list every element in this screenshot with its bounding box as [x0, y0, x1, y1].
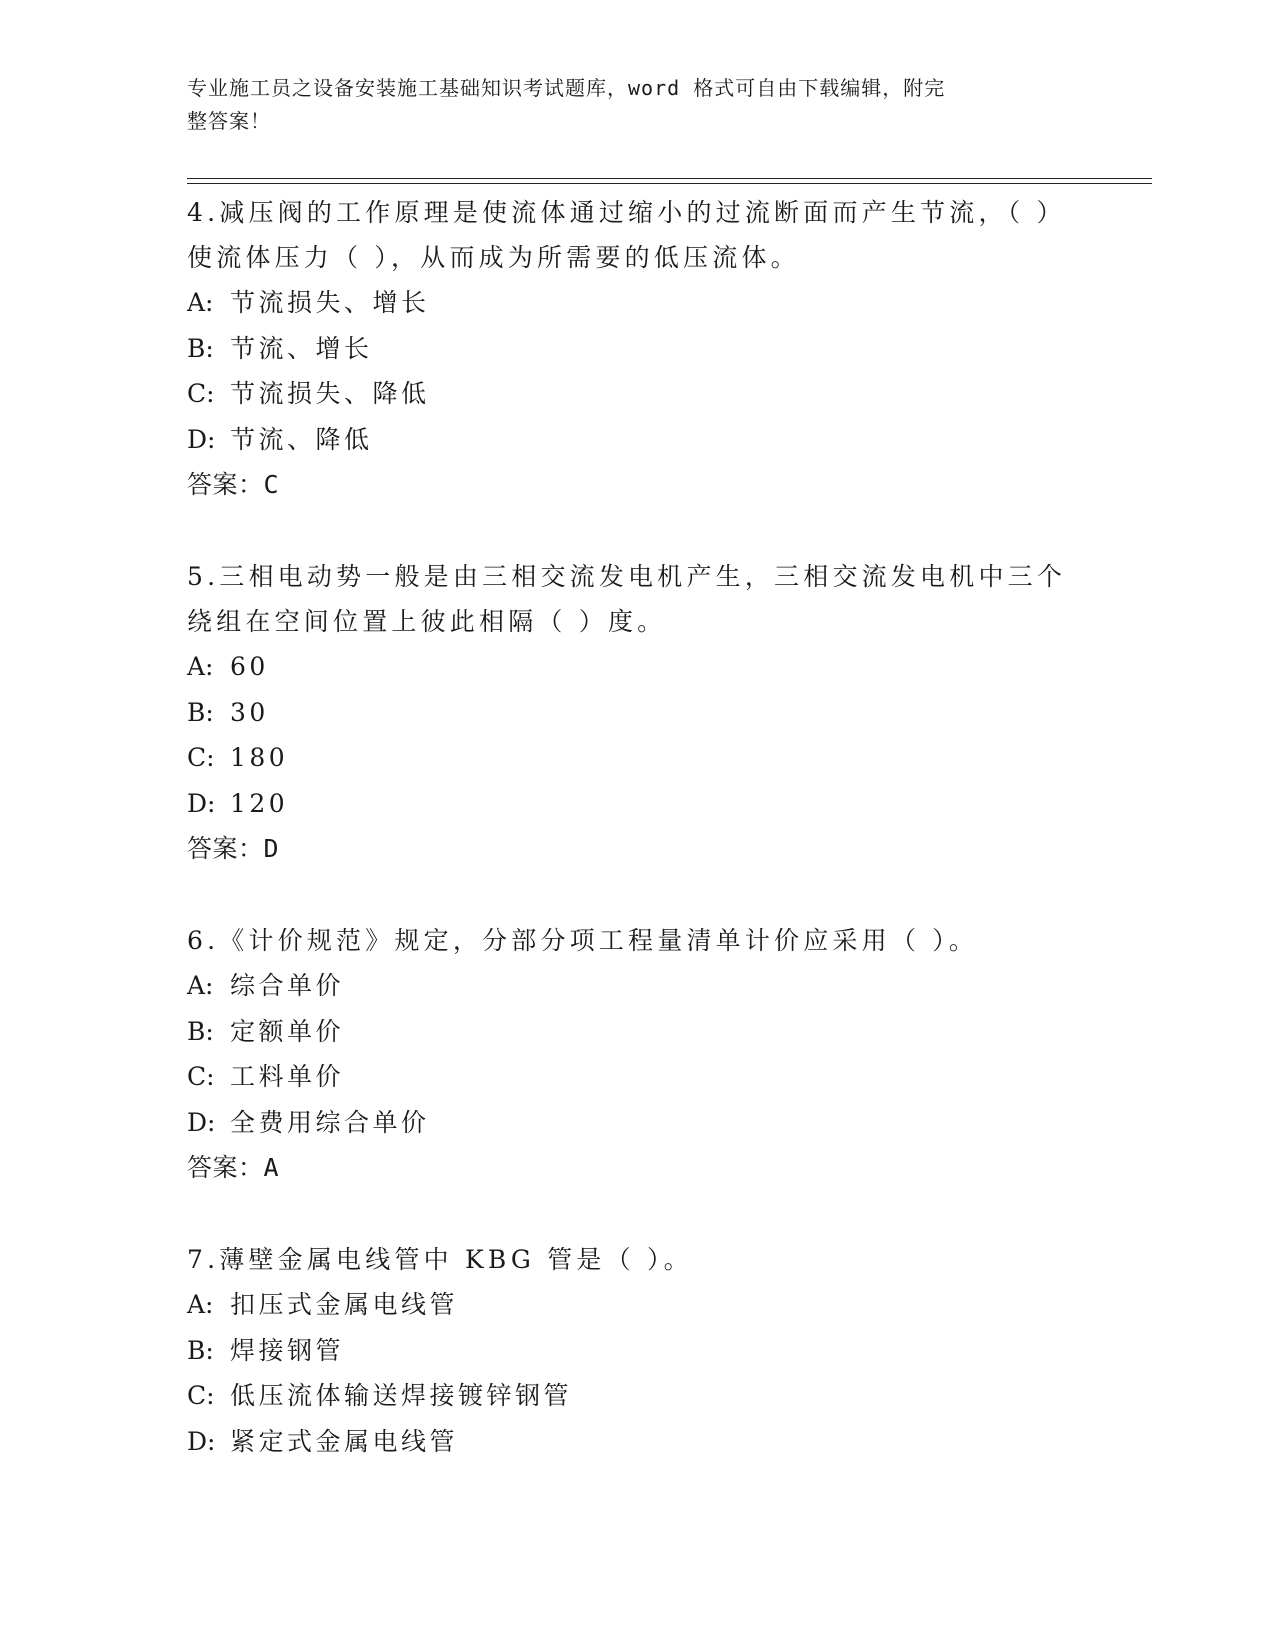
question-7 — [187, 1237, 1087, 1464]
header-line-1: 专业施工员之设备安装施工基础知识考试题库，word 格式可自由下载编辑，附完 — [187, 76, 946, 100]
option-c — [187, 735, 1087, 781]
option-d — [187, 781, 1087, 827]
option-text: 120 — [230, 788, 289, 818]
question-text-line: 使流体压力（ ），从而成为所需要的低压流体。 — [187, 243, 800, 272]
option-c — [187, 371, 1087, 417]
option-text: 节流损失、降低 — [230, 379, 430, 408]
option-text: 60 — [230, 652, 269, 681]
header-line-2: 整答案！ — [187, 109, 271, 133]
option-text: 焊接钢管 — [230, 1335, 345, 1365]
option-letter: C: — [187, 379, 215, 408]
option-d — [187, 1419, 1087, 1465]
option-text: 定额单价 — [230, 1016, 345, 1046]
option-text: 全费用综合单价 — [230, 1107, 430, 1137]
option-letter: B: — [187, 1016, 214, 1046]
option-a — [187, 280, 1087, 326]
option-letter: D: — [187, 424, 216, 454]
option-b — [187, 1009, 1087, 1055]
option-a — [187, 963, 1087, 1009]
option-text: 工料单价 — [230, 1062, 345, 1091]
answer-line: 答案：D — [187, 834, 280, 863]
question-list — [187, 190, 1087, 1510]
option-text: 180 — [230, 743, 289, 772]
option-b — [187, 326, 1087, 372]
option-letter: C: — [187, 743, 215, 772]
option-b — [187, 1328, 1087, 1374]
option-a — [187, 1282, 1087, 1328]
option-text: 紧定式金属电线管 — [230, 1426, 459, 1456]
option-letter: A: — [187, 971, 214, 1000]
option-a — [187, 644, 1087, 690]
option-letter: B: — [187, 333, 214, 363]
option-letter: C: — [187, 1062, 215, 1091]
header-divider-top — [187, 178, 1152, 179]
question-text-line: 绕组在空间位置上彼此相隔（ ）度。 — [187, 607, 667, 636]
option-letter: A: — [187, 1290, 214, 1319]
option-letter: B: — [187, 1335, 214, 1365]
option-text: 节流、增长 — [230, 333, 373, 363]
option-letter: C: — [187, 1381, 215, 1410]
option-c — [187, 1054, 1087, 1100]
option-letter: B: — [187, 697, 214, 727]
option-text: 综合单价 — [230, 971, 345, 1000]
question-text-line: 6.《计价规范》规定，分部分项工程量清单计价应采用（ ）。 — [187, 926, 979, 955]
option-letter: D: — [187, 1107, 216, 1137]
question-5 — [187, 554, 1087, 872]
option-text: 30 — [230, 697, 269, 727]
option-letter: A: — [187, 652, 214, 681]
option-letter: D: — [187, 788, 216, 818]
option-b — [187, 690, 1087, 736]
option-text: 扣压式金属电线管 — [230, 1290, 459, 1319]
question-text-line: 5.三相电动势一般是由三相交流发电机产生，三相交流发电机中三个 — [187, 562, 1067, 591]
option-text: 节流、降低 — [230, 424, 373, 454]
question-6 — [187, 918, 1087, 1191]
answer-line: 答案：C — [187, 470, 280, 499]
option-text: 低压流体输送焊接镀锌钢管 — [230, 1381, 573, 1410]
option-text: 节流损失、增长 — [230, 288, 430, 317]
question-text-line: 7.薄壁金属电线管中 KBG 管是（ ）。 — [187, 1245, 693, 1274]
option-c — [187, 1373, 1087, 1419]
document-header — [187, 72, 1067, 138]
question-4 — [187, 190, 1087, 508]
option-d — [187, 1100, 1087, 1146]
option-letter: D: — [187, 1426, 216, 1456]
answer-line: 答案：A — [187, 1153, 280, 1182]
option-letter: A: — [187, 288, 214, 317]
option-d — [187, 417, 1087, 463]
header-divider-bottom — [187, 183, 1152, 184]
question-text-line: 4.减压阀的工作原理是使流体通过缩小的过流断面而产生节流，（ ） — [187, 198, 1066, 227]
